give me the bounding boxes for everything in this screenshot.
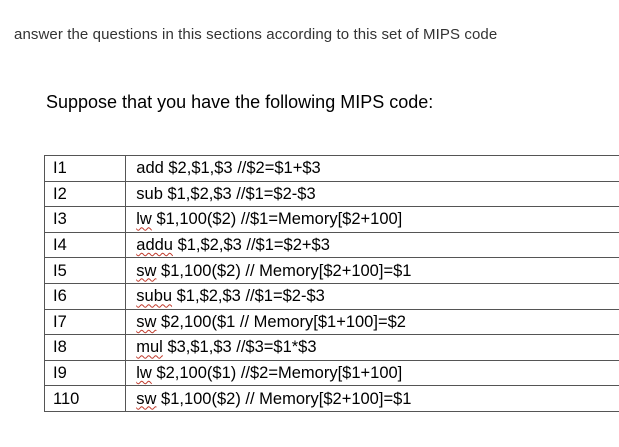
instruction-cell — [126, 181, 619, 207]
opcode: subu — [136, 287, 173, 306]
instruction-label: I8 — [45, 335, 126, 361]
opcode: lw — [136, 210, 152, 229]
code-row — [45, 258, 619, 284]
code-row — [45, 386, 619, 412]
instruction-cell — [126, 207, 619, 233]
instruction-cell — [126, 156, 619, 182]
opcode: lw — [136, 364, 152, 383]
instruction-label: I6 — [45, 283, 126, 309]
code-row — [45, 309, 619, 335]
instruction-label: I1 — [45, 156, 126, 182]
operands-comment: $1,100($2) // Memory[$2+100]=$1 — [156, 261, 412, 280]
code-row — [45, 283, 619, 309]
operands-comment: $2,$1,$3 //$2=$1+$3 — [163, 159, 321, 178]
instruction-label: I7 — [45, 309, 126, 335]
instruction-cell — [126, 335, 619, 361]
instruction-label: I3 — [45, 207, 126, 233]
instruction-cell — [126, 258, 619, 284]
code-row — [45, 360, 619, 386]
code-row — [45, 232, 619, 258]
instruction-label: I5 — [45, 258, 126, 284]
instruction-cell — [126, 360, 619, 386]
opcode: sub — [136, 184, 163, 203]
instruction-cell — [126, 283, 619, 309]
instruction-label: I9 — [45, 360, 126, 386]
code-row — [45, 207, 619, 233]
opcode: sw — [136, 261, 157, 280]
operands-comment: $1,$2,$3 //$1=$2-$3 — [162, 184, 316, 203]
code-row — [45, 181, 619, 207]
operands-comment: $2,100($1 // Memory[$1+100]=$2 — [156, 312, 406, 331]
question-text: answer the questions in this sections according to this set of MIPS code — [14, 26, 498, 43]
code-row — [45, 335, 619, 361]
mips-code-table — [44, 155, 619, 412]
opcode: sw — [136, 389, 157, 408]
opcode: sw — [136, 312, 157, 331]
operands-comment: $1,100($2) // Memory[$2+100]=$1 — [156, 389, 412, 408]
intro-text: Suppose that you have the following MIPS code: — [46, 92, 434, 112]
opcode: add — [136, 159, 164, 178]
code-table-body — [45, 156, 619, 412]
instruction-cell — [126, 232, 619, 258]
code-image — [44, 88, 619, 428]
operands-comment: $3,$1,$3 //$3=$1*$3 — [162, 338, 317, 357]
operands-comment: $2,100($1) //$2=Memory[$1+100] — [151, 364, 403, 383]
instruction-label: I2 — [45, 181, 126, 207]
opcode: mul — [136, 338, 163, 357]
opcode: addu — [136, 236, 173, 255]
operands-comment: $1,100($2) //$1=Memory[$2+100] — [151, 210, 403, 229]
instruction-label: 110 — [45, 386, 126, 412]
instruction-label: I4 — [45, 232, 126, 258]
operands-comment: $1,$2,$3 //$1=$2-$3 — [172, 287, 325, 306]
operands-comment: $1,$2,$3 //$1=$2+$3 — [172, 236, 330, 255]
code-row — [45, 156, 619, 182]
instruction-cell — [126, 386, 619, 412]
instruction-cell — [126, 309, 619, 335]
